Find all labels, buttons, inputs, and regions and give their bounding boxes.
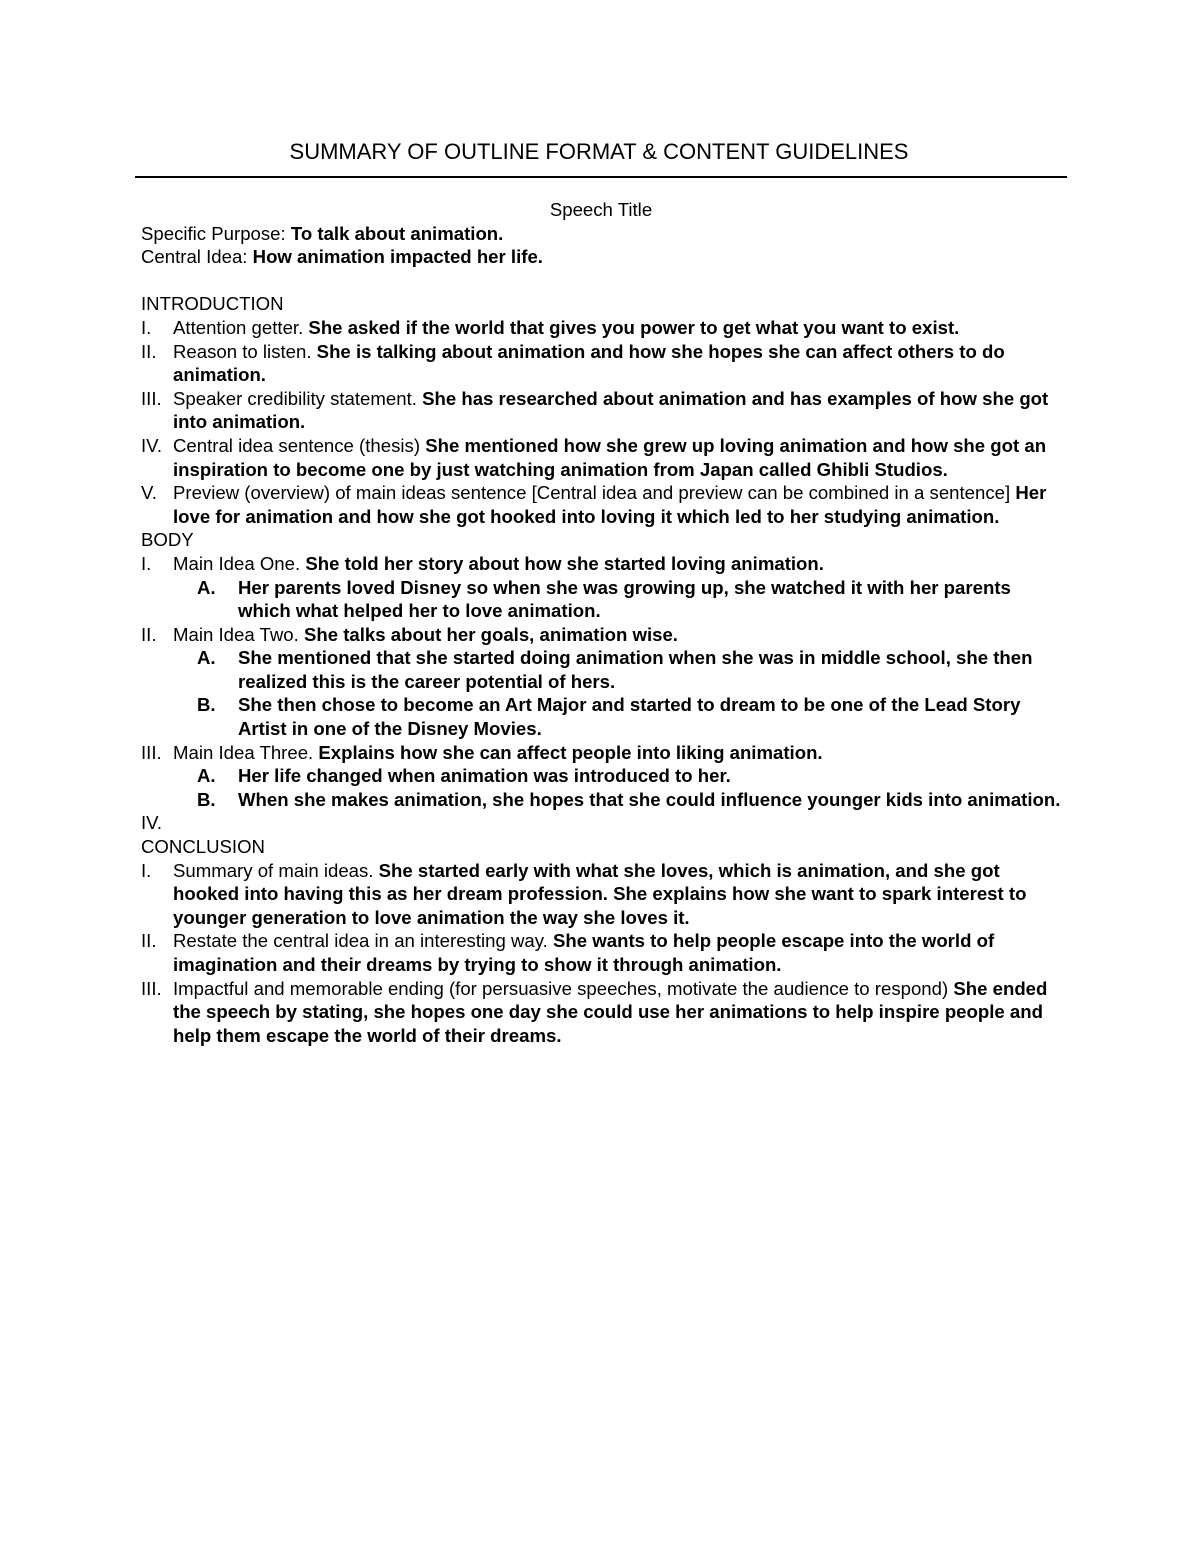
document-page — [141, 138, 1061, 1047]
item-number: III. — [141, 741, 162, 763]
body-item — [141, 741, 1061, 765]
item-text: Explains how she can affect people into liking animation. — [318, 741, 823, 763]
item-number: V. — [141, 482, 157, 504]
item-text: She wants to help people escape into the world of imagination and their dreams by trying to show it through animation. — [173, 930, 995, 975]
intro-item — [141, 316, 1061, 340]
subitem-text: She then chose to become an Art Major and started to dream to be one of the Lead Story Artist in one of the Disney Movies. — [238, 694, 1021, 740]
item-label: Restate the central idea in an interesting way. — [173, 930, 548, 952]
conclusion-item — [141, 977, 1061, 1048]
item-number: II. — [141, 930, 157, 952]
item-label: Central idea sentence (thesis) — [173, 434, 421, 456]
item-label: Summary of main ideas. — [173, 859, 374, 881]
subitem-letter: B. — [197, 694, 216, 716]
body-item-empty — [141, 811, 1061, 835]
subitem-letter: A. — [197, 576, 216, 598]
document-title: SUMMARY OF OUTLINE FORMAT & CONTENT GUIDELINES — [289, 139, 909, 164]
specific-purpose-label: Specific Purpose: — [141, 222, 286, 244]
subitem-letter: B. — [197, 788, 216, 810]
central-idea-line — [141, 245, 1061, 269]
title-divider — [135, 176, 1067, 178]
speech-title: Speech Title — [549, 199, 653, 220]
item-text: Her love for animation and how she got hooked into loving it which led to her studying animation. — [173, 482, 1047, 527]
item-text: She is talking about animation and how she hopes she can affect others to do animation. — [173, 340, 1005, 386]
item-label: Main Idea Two. — [173, 623, 299, 645]
body-item — [141, 552, 1061, 576]
body-subitem — [141, 764, 1061, 788]
item-label: Attention getter. — [173, 316, 304, 338]
specific-purpose-line — [141, 222, 1061, 246]
intro-item — [141, 387, 1061, 434]
item-number: IV. — [141, 434, 163, 456]
item-text: She asked if the world that gives you power to get what you want to exist. — [308, 316, 960, 338]
item-number: I. — [141, 552, 152, 574]
conclusion-item — [141, 929, 1061, 976]
item-number: II. — [141, 623, 157, 645]
intro-item — [141, 340, 1061, 387]
subitem-text: She mentioned that she started doing animation when she was in middle school, she then realized this is the career potential of hers. — [238, 647, 1033, 692]
item-text: She told her story about how she started loving animation. — [305, 552, 824, 574]
central-idea-text: How animation impacted her life. — [252, 246, 543, 268]
item-text: She talks about her goals, animation wise. — [303, 623, 678, 645]
item-number: II. — [141, 340, 157, 362]
item-text: She has researched about animation and has examples of how she got into animation. — [173, 387, 1049, 433]
item-label: Reason to listen. — [173, 340, 312, 362]
conclusion-item — [141, 859, 1061, 930]
body-item — [141, 623, 1061, 647]
item-label: Main Idea One. — [173, 552, 301, 574]
spacer — [141, 269, 1061, 293]
body-subitem — [141, 693, 1061, 740]
body-heading: BODY — [141, 529, 194, 551]
body-subitem — [141, 576, 1061, 623]
subitem-text: When she makes animation, she hopes that she could influence younger kids into animation. — [238, 788, 1061, 810]
item-number: I. — [141, 316, 152, 338]
subitem-letter: A. — [197, 765, 216, 787]
subitem-letter: A. — [197, 647, 216, 669]
subitem-text: Her parents loved Disney so when she was growing up, she watched it with her parents which what helped her to love animation. — [238, 576, 1011, 622]
item-label: Impactful and memorable ending (for persuasive speeches, motivate the audience to respond) — [173, 977, 949, 999]
item-text: She mentioned how she grew up loving animation and how she got an inspiration to become one by just watching animation from Japan called Ghibli Studios. — [173, 434, 1047, 480]
specific-purpose-text: To talk about animation. — [290, 222, 504, 244]
body-subitem — [141, 646, 1061, 693]
item-label: Main Idea Three. — [173, 741, 314, 763]
item-number: III. — [141, 977, 162, 999]
item-text: She started early with what she loves, which is animation, and she got hooked into having this as her dream profession. She explains how she want to spark interest to younger generation to love animation the way she loves it. — [173, 859, 1027, 928]
item-number: III. — [141, 387, 162, 409]
item-text: She ended the speech by stating, she hopes one day she could use her animations to help inspire people and help them escape the world of their dreams. — [173, 977, 1048, 1046]
body-subitem — [141, 788, 1061, 812]
item-number: IV. — [141, 812, 163, 834]
item-label: Preview (overview) of main ideas sentence [Central idea and preview can be combined in a sentence] — [173, 482, 1011, 504]
item-number: I. — [141, 859, 152, 881]
intro-item — [141, 481, 1061, 528]
conclusion-heading: CONCLUSION — [141, 836, 265, 858]
item-label: Speaker credibility statement. — [173, 387, 417, 409]
subitem-text: Her life changed when animation was introduced to her. — [238, 765, 731, 787]
introduction-heading: INTRODUCTION — [141, 293, 284, 315]
central-idea-label: Central Idea: — [141, 246, 248, 268]
intro-item — [141, 434, 1061, 481]
